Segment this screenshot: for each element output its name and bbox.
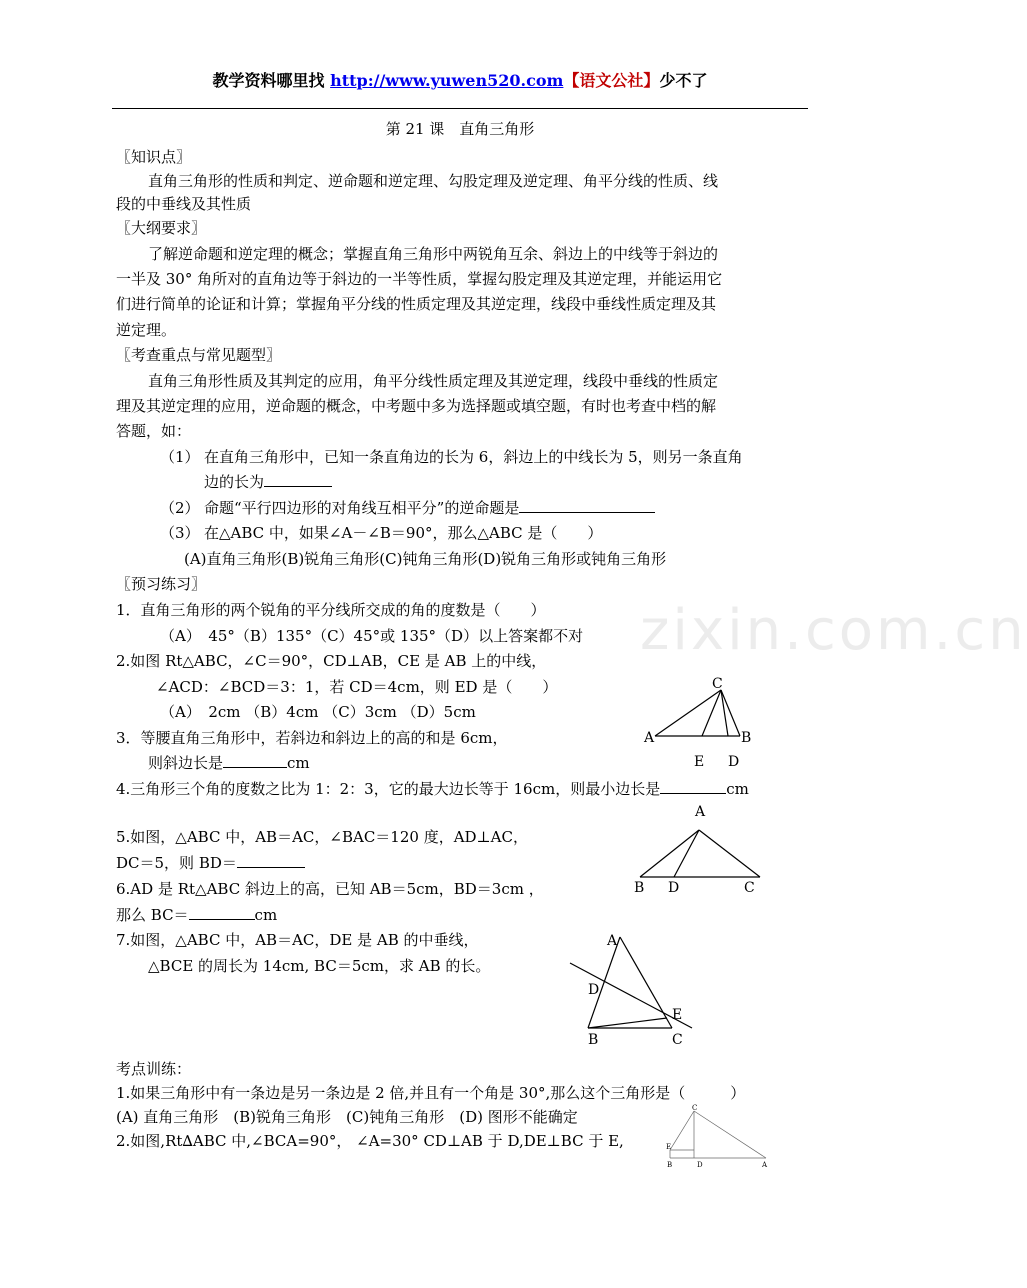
focus-text-1: 直角三角形性质及其判定的应用，角平分线性质定理及其逆定理，线段中垂线的性质定 [148,372,719,390]
question-4-unit: cm [726,780,749,798]
label-C: C [744,880,755,896]
question-5-stem: DC＝5，则 BD＝ [116,854,237,872]
example-2-stem: 命题“平行四边形的对角线互相平分”的逆命题是 [204,499,520,517]
syllabus-text-4: 逆定理。 [116,321,177,339]
watermark: zixin.com.cn [640,598,1027,663]
answer-blank[interactable] [223,753,287,768]
lesson-title: 第 21 课 直角三角形 [385,120,535,138]
answer-blank[interactable] [519,498,655,513]
section-focus: 〖考查重点与常见题型〗 [116,346,282,364]
question-1: 1．直角三角形的两个锐角的平分线所交成的角的度数是（ ） [116,601,546,619]
section-syllabus: 〖大纲要求〗 [116,219,207,237]
example-3-number: （3） [160,524,200,542]
example-1-cont: 边的长为 [204,473,265,491]
label-E: E [666,1143,672,1151]
label-B: B [588,1032,599,1048]
question-1-options: （A） 45°（B）135°（C）45°或 135°（D）以上答案都不对 [160,627,584,645]
question-5-cont [116,853,305,873]
header-prefix: 教学资料哪里找 [212,71,331,90]
syllabus-text-2: 一半及 30° 角所对的直角边等于斜边的一半等性质，掌握勾股定理及其逆定理，并能运用它 [116,270,723,288]
answer-blank[interactable] [189,905,255,920]
label-A: A [607,933,618,949]
example-2-number: （2） [160,499,200,517]
figure-t2 [664,1102,776,1172]
page-header [0,71,920,91]
label-B: B [634,880,645,896]
section-training: 考点训练： [116,1060,192,1078]
example-3-text: 在△ABC 中，如果∠A－∠B＝90°，那么△ABC 是（ ） [204,524,603,542]
example-3-options: (A)直角三角形(B)锐角三角形(C)钝角三角形(D)锐角三角形或钝角三角形 [184,550,667,568]
question-2-cont: ∠ACD：∠BCD＝3：1，若 CD＝4cm，则 ED 是（ ） [156,678,558,696]
section-knowledge: 〖知识点〗 [116,148,192,166]
label-C: C [692,1104,698,1112]
label-D: D [697,1161,703,1169]
header-suffix: 少不了 [659,71,708,90]
label-E: E [672,1007,683,1023]
question-3-unit: cm [287,754,310,772]
label-C: C [672,1032,683,1048]
figure-q5 [630,800,770,900]
answer-blank[interactable] [264,472,332,487]
label-D: D [728,754,740,770]
focus-text-2: 理及其逆定理的应用，逆命题的概念，中考题中多为选择题或填空题，有时也考查中档的解 [116,397,717,415]
knowledge-text-2: 段的中垂线及其性质 [116,195,252,213]
label-E: E [694,754,705,770]
question-6-stem: 那么 BC＝ [116,906,189,924]
syllabus-text-3: 们进行简单的论证和计算；掌握角平分线的性质定理及其逆定理，线段中垂线性质定理及其 [116,295,717,313]
question-3-cont [148,753,310,773]
label-B: B [667,1161,673,1169]
question-6-cont [116,905,277,925]
header-brand: 【语文公社】 [563,71,660,90]
label-A: A [762,1161,768,1169]
example-1-text-2 [204,472,332,492]
answer-blank[interactable] [660,779,726,794]
knowledge-text-1: 直角三角形的性质和判定、逆命题和逆定理、勾股定理及逆定理、角平分线的性质、线 [148,172,719,190]
question-5: 5.如图，△ABC 中，AB＝AC，∠BAC＝120 度，AD⊥AC， [116,828,528,846]
figure-q2 [640,670,760,775]
example-2-text [204,498,655,518]
question-7: 7.如图，△ABC 中，AB＝AC，DE 是 AB 的中垂线， [116,931,479,949]
training-1: 1.如果三角形中有一条边是另一条边是 2 倍,并且有一个角是 30°,那么这个三角形是（ ） [116,1084,746,1102]
label-A: A [644,730,655,746]
training-1-options: (A) 直角三角形 (B)锐角三角形 (C)钝角三角形 (D) 图形不能确定 [116,1108,578,1126]
question-3-stem: 则斜边长是 [148,754,224,772]
label-C: C [712,676,723,692]
question-4 [116,779,749,799]
syllabus-text-1: 了解逆命题和逆定理的概念；掌握直角三角形中两锐角互余、斜边上的中线等于斜边的 [148,245,719,263]
section-preview: 〖预习练习〗 [116,575,207,593]
question-6-unit: cm [254,906,278,924]
focus-text-3: 答题，如： [116,422,192,440]
figure-q7 [560,925,700,1050]
label-D: D [588,982,600,998]
question-6: 6.AD 是 Rt△ABC 斜边上的高，已知 AB＝5cm，BD＝3cm ， [116,880,544,898]
question-2-options: （A） 2cm （B）4cm （C）3cm （D）5cm [160,703,476,721]
question-2: 2.如图 Rt△ABC，∠C＝90°，CD⊥AB，CE 是 AB 上的中线， [116,652,547,670]
answer-blank[interactable] [237,853,305,868]
header-link[interactable]: http://www.yuwen520.com [330,71,564,90]
question-7-cont: △BCE 的周长为 14cm, BC＝5cm，求 AB 的长。 [148,957,491,975]
label-A: A [695,804,706,820]
example-1-number: （1） [160,448,200,466]
training-2: 2.如图,Rt∆ABC 中,∠BCA=90°， ∠A=30° CD⊥AB 于 D,DE⊥BC 于 E, [116,1132,624,1150]
label-D: D [668,880,680,896]
header-rule [112,108,808,109]
question-4-stem: 4.三角形三个角的度数之比为 1：2：3，它的最大边长等于 16cm，则最小边长是 [116,780,661,798]
example-1-text: 在直角三角形中，已知一条直角边的长为 6，斜边上的中线长为 5，则另一条直角 [204,448,743,466]
label-B: B [741,730,752,746]
question-3: 3．等腰直角三角形中，若斜边和斜边上的高的和是 6cm， [116,729,508,747]
